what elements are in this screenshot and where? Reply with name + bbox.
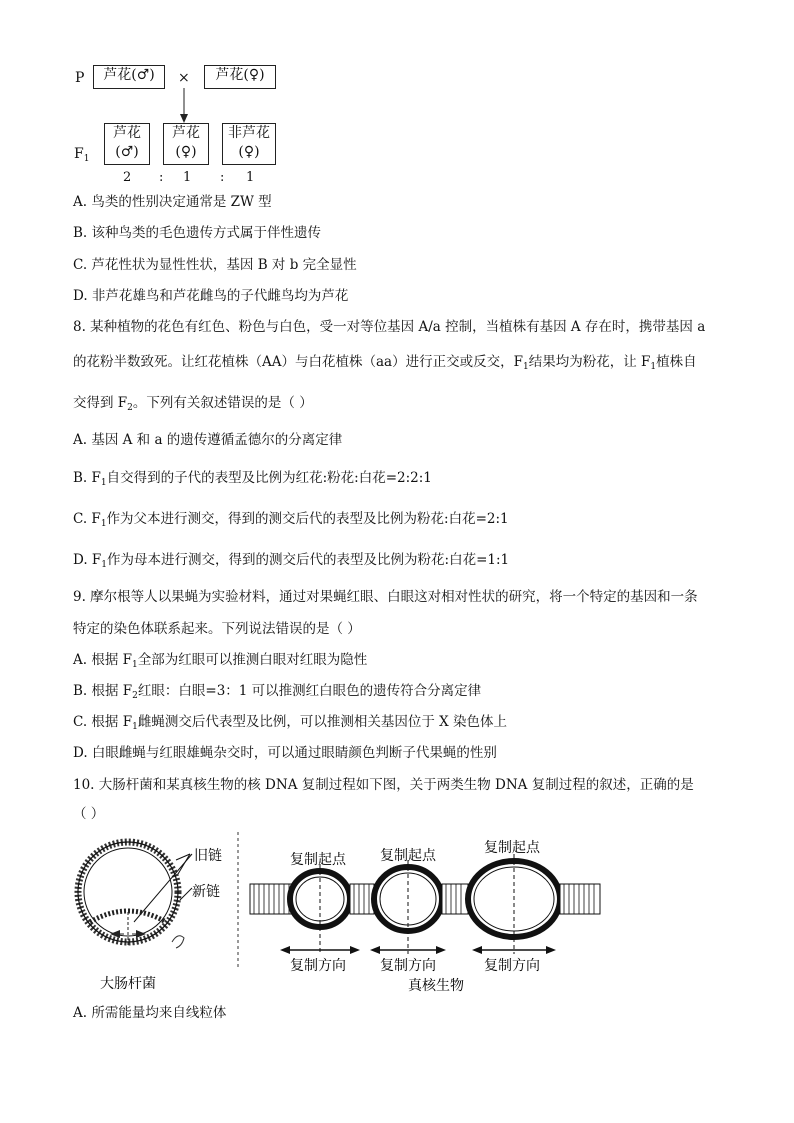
- offspring-box: 非芦花 (♀): [222, 123, 276, 165]
- ratio-item: :: [220, 170, 225, 185]
- q8-option-a: A. 基因 A 和 a 的遗传遵循孟德尔的分离定律: [73, 432, 343, 448]
- q10-stem-line1: 10. 大肠杆菌和某真核生物的核 DNA 复制过程如下图，关于两类生物 DNA 复制过程的叙述，正确的是: [73, 777, 694, 793]
- eukaryote-label: 真核生物: [408, 978, 464, 994]
- q9-option-b: B. 根据 $F_2$红眼：白眼=3：1 可以推测红白眼色的遗传符合分离定律: [73, 683, 482, 701]
- direction-label: 复制方向: [380, 958, 436, 974]
- q8-stem-line2: 的花粉半数致死。让红花植株（AA）与白花植株（aa）进行正交或反交，$F_1$结果均为粉花，让 $F_1$植株自: [73, 354, 697, 372]
- cross-symbol: ×: [178, 70, 190, 86]
- dna-replication-figure: [68, 830, 608, 1000]
- old-strand-pointer: [134, 854, 192, 922]
- q8-stem-line3: 交得到 $F_2$。下列有关叙述错误的是（ ）: [73, 395, 313, 413]
- q7-option-a: A. 鸟类的性别决定通常是 ZW 型: [73, 194, 272, 210]
- q9-option-a: A. 根据 $F_1$全部为红眼可以推测白眼对红眼为隐性: [73, 652, 368, 670]
- eukaryote-dna: [250, 854, 600, 954]
- q7-option-c: C. 芦花性状为显性性状，基因 B 对 b 完全显性: [73, 257, 357, 273]
- offspring-box: 芦花 (♂): [104, 123, 150, 165]
- origin-label: 复制起点: [290, 852, 346, 868]
- direction-arrow: [280, 946, 360, 954]
- q9-stem-line2: 特定的染色体联系起来。下列说法错误的是（ ）: [73, 621, 361, 637]
- ecoli-circular-dna: [78, 842, 184, 948]
- origin-label: 复制起点: [484, 840, 540, 856]
- q10-option-a: A. 所需能量均来自线粒体: [73, 1005, 227, 1021]
- cross-arrow: [176, 86, 192, 124]
- q10-stem-line2: （ ）: [73, 806, 105, 822]
- ratio-item: :: [159, 170, 164, 185]
- p-label: P: [75, 70, 85, 86]
- q9-option-c: C. 根据 $F_1$雌蝇测交后代表型及比例，可以推测相关基因位于 X 染色体上: [73, 714, 508, 732]
- f1-label: $F_1$: [74, 146, 90, 164]
- new-strand-pointer: [180, 888, 192, 900]
- ratio-item: 2: [123, 170, 132, 185]
- old-strand-label: 旧链: [194, 848, 222, 864]
- q9-stem-line1: 9. 摩尔根等人以果蝇为实验材料，通过对果蝇红眼、白眼这对相对性状的研究，将一个特定的基因和一条: [73, 589, 698, 605]
- parent-female-box: 芦花(♀): [204, 65, 276, 89]
- new-strand-label: 新链: [192, 884, 220, 900]
- ecoli-label: 大肠杆菌: [100, 976, 156, 992]
- q8-stem-line1: 8. 某种植物的花色有红色、粉色与白色，受一对等位基因 A/a 控制，当植株有基因 A 存在时，携带基因 a: [73, 319, 706, 335]
- ratio-item: 1: [246, 170, 255, 185]
- direction-label: 复制方向: [484, 958, 540, 974]
- direction-label: 复制方向: [290, 958, 346, 974]
- q8-option-d: D. $F_1$作为母本进行测交，得到的测交后代的表型及比例为粉花:白花=1:1: [73, 552, 510, 570]
- q7-option-b: B. 该种鸟类的毛色遗传方式属于伴性遗传: [73, 225, 322, 241]
- parent-male-box: 芦花(♂): [93, 65, 165, 89]
- q7-option-d: D. 非芦花雄鸟和芦花雌鸟的子代雌鸟均为芦花: [73, 288, 349, 304]
- offspring-box: 芦花 (♀): [163, 123, 209, 165]
- q9-option-d: D. 白眼雌蝇与红眼雄蝇杂交时，可以通过眼睛颜色判断子代果蝇的性别: [73, 745, 497, 761]
- q8-option-c: C. $F_1$作为父本进行测交，得到的测交后代的表型及比例为粉花:白花=2:1: [73, 511, 509, 529]
- origin-label: 复制起点: [380, 848, 436, 864]
- ratio-item: 1: [183, 170, 192, 185]
- q8-option-b: B. $F_1$自交得到的子代的表型及比例为红花:粉花:白花=2:2:1: [73, 470, 432, 488]
